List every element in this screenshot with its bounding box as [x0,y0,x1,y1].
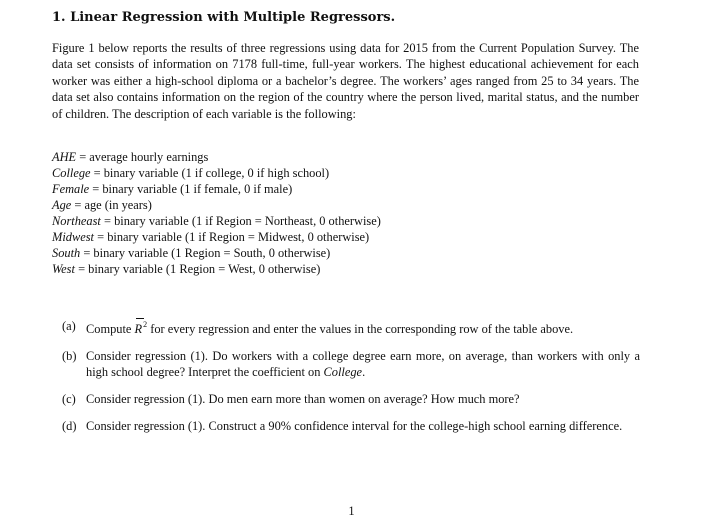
question-text: Compute [86,322,132,337]
variable-name: West [52,262,75,276]
variable-item [52,165,552,181]
variable-name: AHE [52,150,77,164]
variable-definition: = binary variable (1 if Region = Midwest, 0 otherwise) [97,230,370,244]
section-heading: 1. Linear Regression with Multiple Regressors. [52,10,396,25]
r-symbol: R [134,322,143,337]
variable-definition: = binary variable (1 Region = West, 0 otherwise) [78,262,321,276]
question-label: (a) [62,319,76,333]
variable-name: Northeast [52,214,101,228]
variable-item [52,261,552,277]
question-label: (c) [62,392,76,407]
page-number: 1 [348,504,355,518]
intro-paragraph: Figure 1 below reports the results of three regressions using data for 2015 from the Current Population Survey. The data set consists of information on 7178 full-time, full-year workers. The highest educational achievement for each worker was either a high-school diploma or a bachelor’s degree. The workers’ ages ranged from 25 to 34 years. The data set also contains information on the region of the country where the person lived, marital status, and the number of children. The description of each variable is the following: [52,41,639,121]
variable-name: South [52,246,81,260]
variable-definition: = average hourly earnings [79,150,209,164]
variable-name: Age [52,198,72,212]
question-text: for every regression and enter the values in the corresponding row of the table above. [150,322,574,337]
question-a [62,318,640,337]
variable-definition: = binary variable (1 if female, 0 if male) [92,182,293,196]
r-bar-squared-symbol [135,318,148,337]
variable-name: Midwest [52,230,94,244]
question-variable: College [323,365,363,380]
question-text: Consider regression (1). Do workers with a college degree earn more, on average, than workers with only a high school degree? Interpret the coefficient on [86,349,640,380]
variable-item [52,149,552,165]
variable-definition: = binary variable (1 Region = South, 0 otherwise) [83,246,331,260]
question-text-end: . [362,365,366,380]
variable-list [52,149,552,277]
question-list [62,318,640,434]
r-exponent: 2 [143,320,148,329]
question-label: (b) [62,349,77,364]
question-text: Consider regression (1). Construct a 90% confidence interval for the college-high school earning difference. [86,419,623,434]
variable-definition: = binary variable (1 if Region = Northeast, 0 otherwise) [104,214,381,228]
variable-name: Female [52,182,90,196]
variable-item [52,245,552,261]
question-c [62,391,640,407]
variable-item [52,181,552,197]
question-label: (d) [62,419,77,434]
variable-item [52,229,552,245]
variable-definition: = age (in years) [74,198,152,212]
variable-item [52,213,552,229]
question-text: Consider regression (1). Do men earn more than women on average? How much more? [86,392,520,407]
question-b [62,348,640,380]
variable-name: College [52,166,91,180]
variable-item [52,197,552,213]
question-d [62,418,640,434]
variable-definition: = binary variable (1 if college, 0 if high school) [93,166,330,180]
